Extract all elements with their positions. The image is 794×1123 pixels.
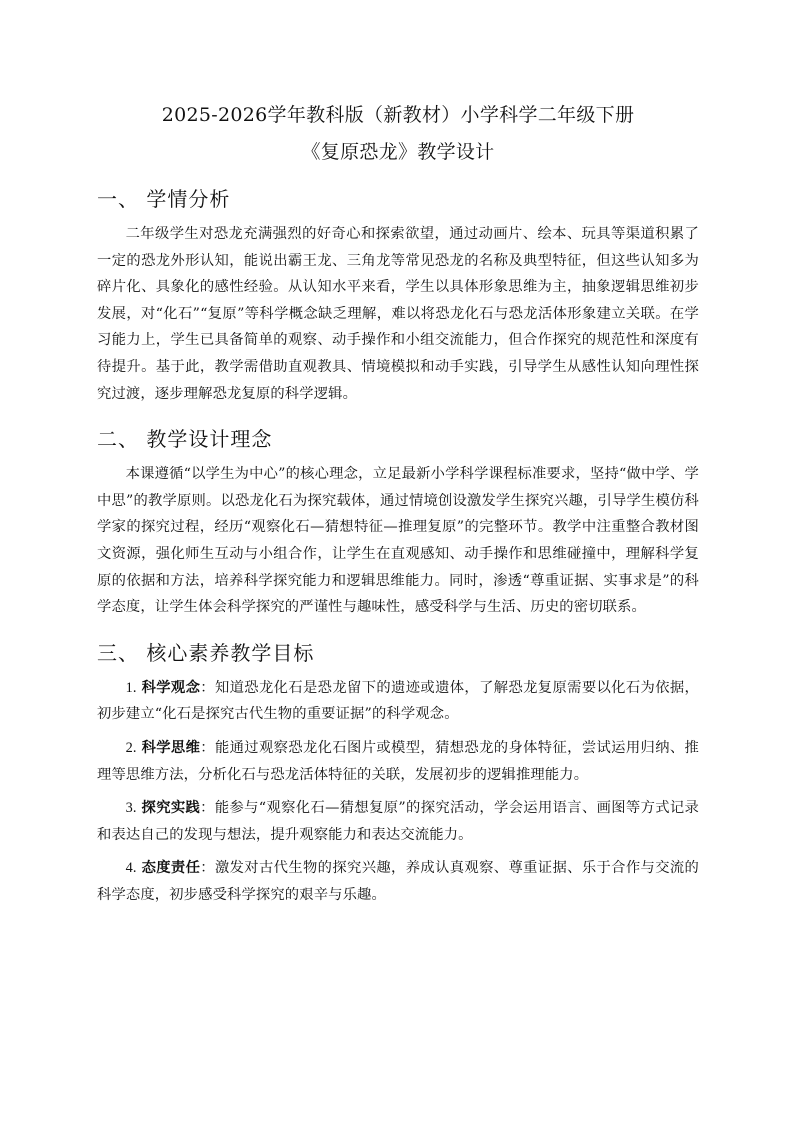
document-title-line-2: 《复原恐龙》教学设计 (301, 141, 495, 163)
section-teaching-goals (97, 639, 699, 909)
goal-text: ：能通过观察恐龙化石图片或模型，猜想恐龙的身体特征，尝试运用归纳、推理等思维方法，分析化石与恐龙活体特征的关联，发展初步的逻辑推理能力。 (97, 739, 699, 783)
goal-keyword: 科学思维 (141, 739, 201, 756)
goal-text: ：能参与“观察化石—猜想复原”的探究活动，学会运用语言、画图等方式记录和表达自己的发现与想法，提升观察能力和表达交流能力。 (97, 800, 699, 843)
section-learner-analysis (97, 185, 699, 407)
goal-keyword: 态度责任 (141, 860, 201, 877)
goal-item (97, 735, 699, 788)
goal-number: 4. (125, 860, 137, 877)
section-paragraph: 本课遵循“以学生为中心”的核心理念，立足最新小学科学课程标准要求，坚持“做中学、学中思”的教学原则。以恐龙化石为探究载体，通过情境创设激发学生探究兴趣，引导学生模仿科学家的探究过程，经历“观察化石—猜想特征—推理复原”的完整环节。教学中注重整合教材图文资源，强化师生互动与小组合作，让学生在直观感知、动手操作和思维碰撞中，理解科学复原的依据和方法，培养科学探究能力和逻辑思维能力。同时，渗透“尊重证据、实事求是”的科学态度，让学生体会科学探究的严谨性与趣味性，感受科学与生活、历史的密切联系。 (97, 466, 699, 616)
section-heading: 三、 核心素养教学目标 (97, 640, 315, 665)
goal-number: 1. (125, 679, 137, 696)
section-heading: 二、 教学设计理念 (97, 427, 273, 452)
goal-item (97, 855, 699, 908)
document-title-line-1: 2025-2026学年教科版（新教材）小学科学二年级下册 (161, 104, 635, 126)
goal-item (97, 795, 699, 848)
goal-number: 2. (125, 739, 137, 756)
goal-item (97, 675, 699, 728)
section-heading: 一、 学情分析 (97, 187, 231, 211)
goal-number: 3. (125, 800, 137, 817)
goal-text: ：知道恐龙化石是恐龙留下的遗迹或遗体，了解恐龙复原需要以化石为依据，初步建立“化石是探究古代生物的重要证据”的科学观念。 (97, 679, 699, 723)
section-paragraph: 二年级学生对恐龙充满强烈的好奇心和探索欲望，通过动画片、绘本、玩具等渠道积累了一定的恐龙外形认知，能说出霸王龙、三角龙等常见恐龙的名称及典型特征，但这些认知多为碎片化、具象化的感性经验。从认知水平来看，学生以具体形象思维为主，抽象逻辑思维初步发展，对“化石”“复原”等科学概念缺乏理解，难以将恐龙化石与恐龙活体形象建立关联。在学习能力上，学生已具备简单的观察、动手操作和小组交流能力，但合作探究的规范性和深度有待提升。基于此，教学需借助直观教具、情境模拟和动手实践，引导学生从感性认知向理性探究过渡，逐步理解恐龙复原的科学逻辑。 (97, 226, 699, 402)
goal-keyword: 科学观念 (141, 679, 201, 696)
section-design-philosophy (97, 425, 699, 621)
goal-text: ：激发对古代生物的探究兴趣，养成认真观察、尊重证据、乐于合作与交流的科学态度，初步感受科学探究的艰辛与乐趣。 (97, 860, 699, 903)
goal-keyword: 探究实践 (141, 800, 201, 817)
